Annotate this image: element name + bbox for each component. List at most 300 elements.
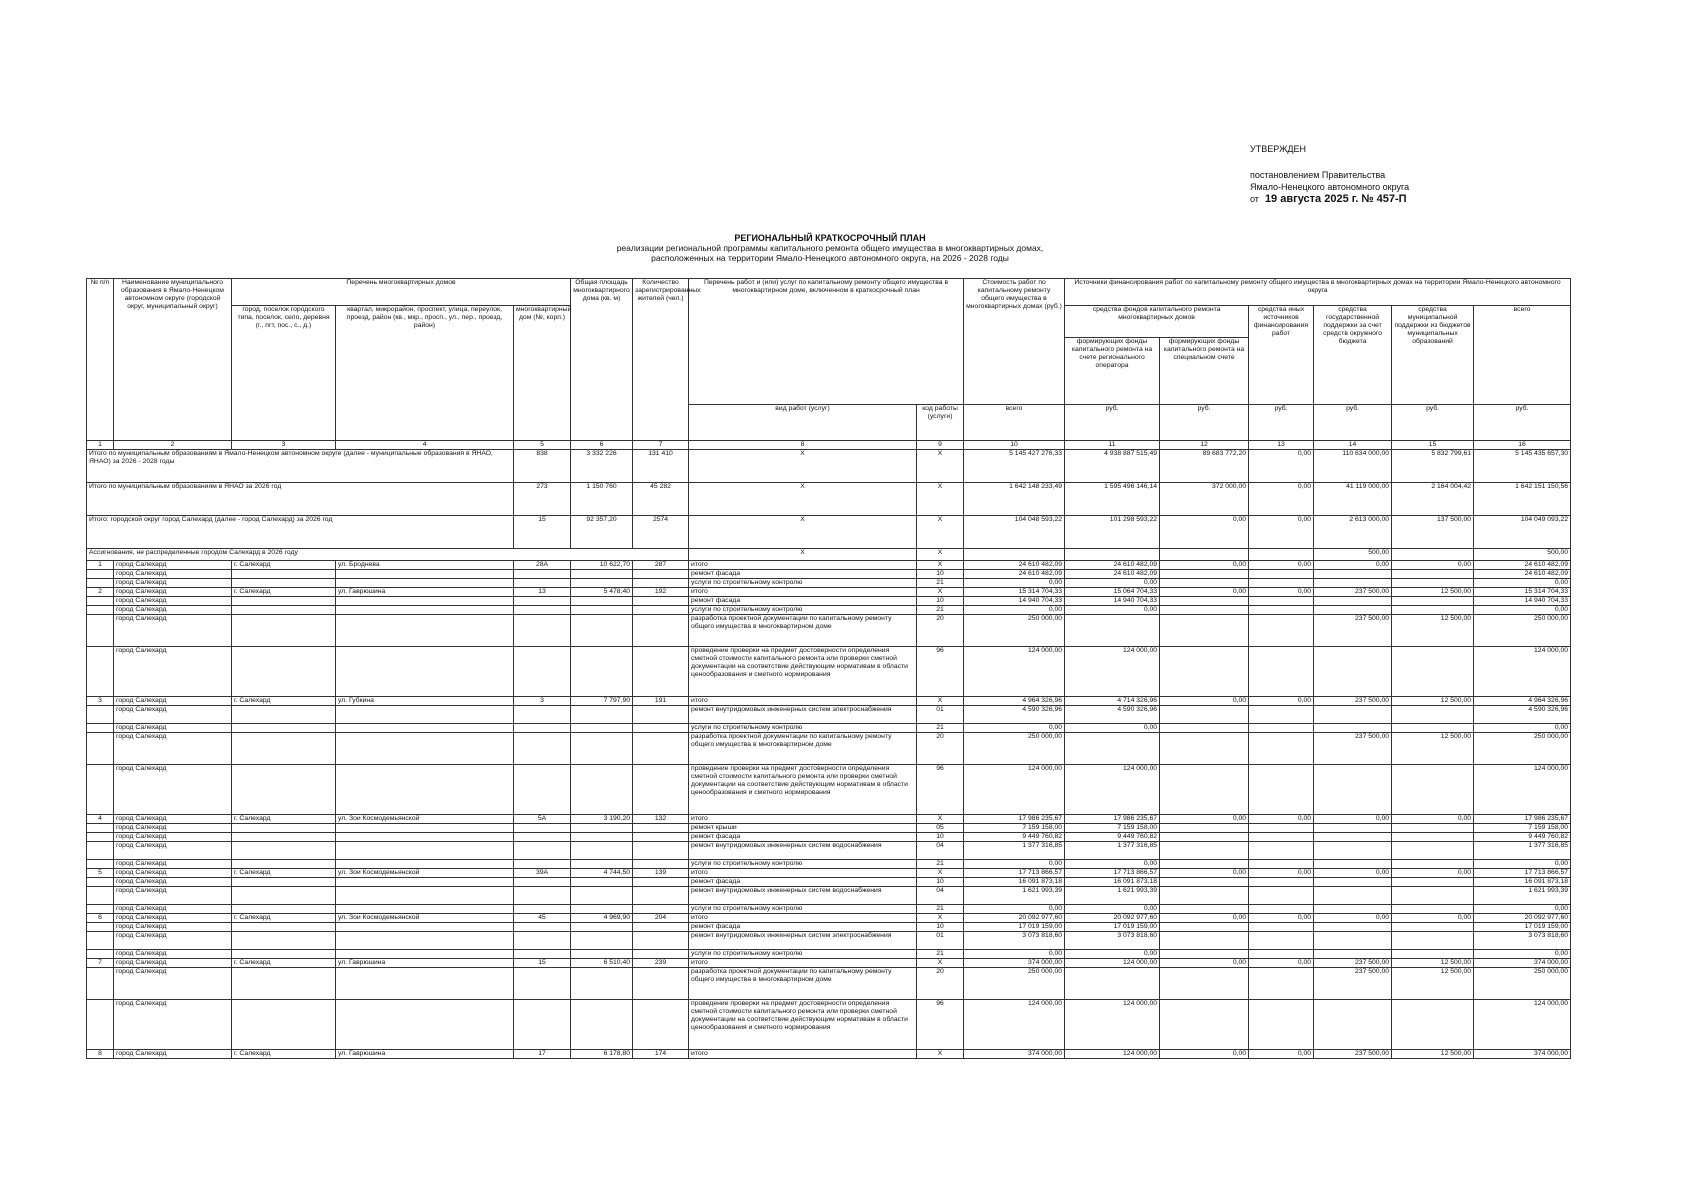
row-regop: 0,00 [1065,950,1160,959]
row-work-type: итого [689,588,917,597]
row-city [232,833,336,842]
row-municipal [1392,706,1474,724]
row-special [1160,765,1249,815]
row-house-number [514,923,571,932]
house-total-row [87,588,1571,597]
approval-block [1250,143,1409,205]
row-city: г. Салехард [232,815,336,824]
approval-title: УТВЕРЖДЕН [1250,144,1307,154]
row-number: 4 [87,815,114,824]
row-regop: 20 092 977,60 [1065,914,1160,923]
summary-work: Х [689,516,917,549]
row-street [336,570,514,579]
row-number [87,887,114,905]
row-work-code: Х [917,959,964,968]
row-total: 250 000,00 [1474,968,1571,1000]
row-city [232,606,336,615]
row-regop: 14 940 704,33 [1065,597,1160,606]
row-other: 0,00 [1249,914,1314,923]
row-cost: 0,00 [964,860,1065,869]
row-municipality: город Салехард [114,647,232,697]
row-city [232,570,336,579]
row-state [1314,842,1392,860]
row-house-number [514,905,571,914]
row-regop: 0,00 [1065,905,1160,914]
row-city [232,765,336,815]
row-total: 0,00 [1474,606,1571,615]
work-row [87,950,1571,959]
row-number [87,968,114,1000]
row-number [87,733,114,765]
row-state [1314,923,1392,932]
row-special [1160,968,1249,1000]
row-municipal [1392,824,1474,833]
document-title: РЕГИОНАЛЬНЫЙ КРАТКОСРОЧНЫЙ ПЛАН [734,233,926,243]
row-street [336,615,514,647]
row-state: 237 500,00 [1314,588,1392,597]
row-number [87,606,114,615]
row-work-code: 01 [917,932,964,950]
table-body [87,450,1571,1059]
row-municipality: город Салехард [114,1050,232,1059]
row-municipal [1392,878,1474,887]
row-total: 0,00 [1474,579,1571,588]
row-street [336,860,514,869]
row-house-number [514,570,571,579]
row-residents [633,905,689,914]
row-municipality: город Салехард [114,706,232,724]
row-street [336,833,514,842]
row-municipality: город Салехард [114,724,232,733]
summary-special: 372 000,00 [1160,483,1249,516]
row-other: 0,00 [1249,815,1314,824]
row-regop: 4 590 326,96 [1065,706,1160,724]
row-area [571,706,633,724]
row-municipal [1392,932,1474,950]
approval-date-value: 19 августа 2025 г. № 457-П [1264,193,1407,205]
col-sources-header: Источники финансирования работ по капитальному ремонту общего имущества в многоквартирных домах на территории Ямало-Ненецкого автономного округа [1065,279,1571,306]
approval-date-prefix: от [1250,194,1259,204]
row-other [1249,878,1314,887]
row-work-type: ремонт фасада [689,597,917,606]
row-other [1249,950,1314,959]
work-row [87,724,1571,733]
row-regop: 4 714 326,96 [1065,697,1160,706]
row-city: г. Салехард [232,1050,336,1059]
row-work-type: итого [689,869,917,878]
row-state [1314,765,1392,815]
row-work-type: ремонт фасада [689,833,917,842]
work-row [87,606,1571,615]
col-work-type-header: вид работ (услуг) [689,405,917,441]
row-regop: 124 000,00 [1065,1050,1160,1059]
summary-row [87,483,1571,516]
row-total: 0,00 [1474,724,1571,733]
row-house-number [514,597,571,606]
row-municipality: город Салехард [114,606,232,615]
column-number: 15 [1392,441,1474,450]
row-work-type: ремонт крыши [689,824,917,833]
row-area [571,932,633,950]
row-regop: 124 000,00 [1065,1000,1160,1050]
row-regop: 1 377 316,85 [1065,842,1160,860]
row-work-type: услуги по строительному контролю [689,579,917,588]
row-special: 0,00 [1160,869,1249,878]
row-cost: 20 092 977,60 [964,914,1065,923]
row-work-code: Х [917,1050,964,1059]
row-city: г. Салехард [232,561,336,570]
row-house-number [514,733,571,765]
row-house-number [514,887,571,905]
row-regop [1065,733,1160,765]
summary-municipal: 5 832 799,61 [1392,450,1474,483]
row-residents [633,606,689,615]
work-row [87,878,1571,887]
row-other: 0,00 [1249,697,1314,706]
row-work-type: итого [689,1050,917,1059]
row-state [1314,570,1392,579]
row-special [1160,950,1249,959]
row-municipality: город Салехард [114,869,232,878]
row-residents: 204 [633,914,689,923]
row-total: 15 314 704,33 [1474,588,1571,597]
row-city [232,706,336,724]
row-number [87,833,114,842]
work-row [87,842,1571,860]
row-number [87,615,114,647]
column-number: 13 [1249,441,1314,450]
row-street [336,878,514,887]
col-owners-funds-header: средства фондов капитального ремонта многоквартирных домов [1065,306,1249,338]
summary-code: Х [917,516,964,549]
row-work-code: 96 [917,765,964,815]
row-residents [633,923,689,932]
row-work-type: итого [689,561,917,570]
summary-regop: 1 595 496 146,14 [1065,483,1160,516]
column-number: 16 [1474,441,1571,450]
row-area: 10 622,70 [571,561,633,570]
row-area [571,824,633,833]
row-house-number [514,724,571,733]
row-city [232,950,336,959]
row-work-type: разработка проектной документации по капитальному ремонту общего имущества в многоквартирном доме [689,615,917,647]
assignment-total: 500,00 [1474,549,1571,561]
row-special: 0,00 [1160,697,1249,706]
row-city [232,615,336,647]
col-num-header: № п/п [87,279,114,441]
row-residents [633,968,689,1000]
house-total-row [87,815,1571,824]
row-municipality: город Салехард [114,959,232,968]
row-regop: 0,00 [1065,860,1160,869]
row-work-code: 10 [917,923,964,932]
row-special: 0,00 [1160,815,1249,824]
row-municipal [1392,905,1474,914]
row-state [1314,950,1392,959]
row-residents: 174 [633,1050,689,1059]
row-area [571,733,633,765]
row-area: 6 510,40 [571,959,633,968]
row-house-number: 3 [514,697,571,706]
row-total: 4 964 326,96 [1474,697,1571,706]
row-state: 237 500,00 [1314,1050,1392,1059]
row-work-code: 04 [917,842,964,860]
row-total: 14 940 704,33 [1474,597,1571,606]
row-work-code: 05 [917,824,964,833]
row-other [1249,860,1314,869]
row-street: ул. Гаврюшина [336,588,514,597]
row-cost: 250 000,00 [964,968,1065,1000]
row-house-number [514,860,571,869]
row-state: 237 500,00 [1314,697,1392,706]
row-municipality: город Салехард [114,588,232,597]
row-city [232,824,336,833]
row-city: г. Салехард [232,914,336,923]
row-street [336,905,514,914]
row-special [1160,923,1249,932]
row-regop: 16 091 873,18 [1065,878,1160,887]
col-state-unit: руб. [1314,405,1392,441]
summary-state: 41 119 000,00 [1314,483,1392,516]
row-total: 250 000,00 [1474,615,1571,647]
row-cost: 14 940 704,33 [964,597,1065,606]
house-total-row [87,959,1571,968]
row-area [571,860,633,869]
row-special: 0,00 [1160,561,1249,570]
row-work-type: ремонт фасада [689,878,917,887]
row-residents [633,597,689,606]
column-number: 14 [1314,441,1392,450]
row-work-code: 21 [917,579,964,588]
row-municipal [1392,647,1474,697]
row-house-number [514,878,571,887]
row-special [1160,706,1249,724]
row-work-type: разработка проектной документации по капитальному ремонту общего имущества в многоквартирном доме [689,968,917,1000]
row-residents [633,724,689,733]
col-cost-header: Стоимость работ по капитальному ремонту общего имущества в многоквартирных домах (руб.) [964,279,1065,405]
col-other-header: средства иных источников финансирования работ [1249,306,1314,405]
row-work-code: 96 [917,647,964,697]
row-other [1249,842,1314,860]
column-number: 10 [964,441,1065,450]
row-total: 0,00 [1474,950,1571,959]
row-area [571,887,633,905]
assignment-cost [964,549,1065,561]
summary-municipal: 137 500,00 [1392,516,1474,549]
row-street [336,824,514,833]
column-number: 4 [336,441,514,450]
row-special [1160,579,1249,588]
row-municipality: город Салехард [114,579,232,588]
row-regop: 124 000,00 [1065,959,1160,968]
col-works-header: Перечень работ и (или) услуг по капитальному ремонту общего имущества в многоквартирном доме, включенном в краткосрочный план [689,279,964,405]
row-street [336,733,514,765]
row-area [571,842,633,860]
row-city [232,878,336,887]
row-number: 3 [87,697,114,706]
col-area-header: Общая площадь многоквартирного дома (кв. м) [571,279,633,441]
summary-regop: 101 298 593,22 [1065,516,1160,549]
house-total-row [87,561,1571,570]
row-municipal [1392,597,1474,606]
row-total: 3 073 818,60 [1474,932,1571,950]
row-number: 2 [87,588,114,597]
row-regop: 24 610 482,09 [1065,570,1160,579]
row-area: 3 190,20 [571,815,633,824]
row-number: 1 [87,561,114,570]
row-cost: 9 449 760,82 [964,833,1065,842]
row-special [1160,615,1249,647]
document-title-block [430,233,1230,263]
row-area [571,765,633,815]
row-city [232,923,336,932]
row-street: ул. Зои Космодемьянской [336,869,514,878]
row-house-number: 45 [514,914,571,923]
row-house-number: 15 [514,959,571,968]
row-residents [633,833,689,842]
row-house-number [514,615,571,647]
row-house-number: 17 [514,1050,571,1059]
row-work-type: итого [689,914,917,923]
row-work-code: 21 [917,950,964,959]
row-cost: 17 986 235,67 [964,815,1065,824]
work-row [87,647,1571,697]
row-house-number [514,765,571,815]
row-work-code: Х [917,914,964,923]
summary-houses: 838 [514,450,571,483]
col-regop-header: формирующих фонды капитального ремонта на счете регионального оператора [1065,338,1160,405]
row-work-code: Х [917,697,964,706]
row-municipal: 12 500,00 [1392,968,1474,1000]
row-cost: 0,00 [964,606,1065,615]
summary-area: 3 332 226 [571,450,633,483]
summary-residents: 131 410 [633,450,689,483]
row-street [336,606,514,615]
row-state [1314,579,1392,588]
row-municipal: 12 500,00 [1392,588,1474,597]
assignment-special [1160,549,1249,561]
row-number [87,923,114,932]
row-state: 0,00 [1314,561,1392,570]
row-work-code: 20 [917,615,964,647]
row-street: ул. Гаврюшина [336,959,514,968]
row-state [1314,887,1392,905]
row-other [1249,647,1314,697]
row-special [1160,932,1249,950]
row-regop: 0,00 [1065,606,1160,615]
row-house-number: 13 [514,588,571,597]
row-municipal: 12 500,00 [1392,959,1474,968]
row-work-type: проведение проверки на предмет достоверности определения сметной стоимости капитального ремонта или проверки сметной документации на соответствие действующим нормативам в области ценообразования и сметного нормирования [689,647,917,697]
row-municipality: город Салехард [114,765,232,815]
row-residents [633,824,689,833]
row-residents [633,733,689,765]
house-total-row [87,914,1571,923]
column-number: 12 [1160,441,1249,450]
row-other [1249,706,1314,724]
row-municipal: 0,00 [1392,914,1474,923]
row-house-number: 39А [514,869,571,878]
row-work-code: 10 [917,833,964,842]
row-work-code: 20 [917,968,964,1000]
approval-date [1250,193,1409,205]
row-area [571,615,633,647]
col-residents-header: Количество зарегистрированных жителей (чел.) [633,279,689,441]
row-city [232,733,336,765]
row-area: 4 744,50 [571,869,633,878]
row-number [87,950,114,959]
work-row [87,932,1571,950]
row-cost: 17 019 159,00 [964,923,1065,932]
row-residents [633,579,689,588]
summary-total: 1 642 151 150,56 [1474,483,1571,516]
row-state: 237 500,00 [1314,615,1392,647]
row-total: 0,00 [1474,905,1571,914]
row-regop [1065,615,1160,647]
row-city: г. Салехард [232,697,336,706]
row-area: 6 178,80 [571,1050,633,1059]
col-street-header: квартал, микрорайон, проспект, улица, переулок, проезд, район (кв., мкр., просп., ул., пер., проезд, район) [336,306,514,441]
row-area [571,724,633,733]
row-work-code: 21 [917,905,964,914]
col-total-unit: руб. [1474,405,1571,441]
row-cost: 0,00 [964,579,1065,588]
work-row [87,923,1571,932]
row-residents [633,706,689,724]
row-street: ул. Броднева [336,561,514,570]
work-row [87,570,1571,579]
row-area [571,597,633,606]
row-number [87,647,114,697]
row-municipal [1392,1000,1474,1050]
approval-line1: постановлением Правительства [1250,170,1386,180]
column-number: 1 [87,441,114,450]
row-other [1249,905,1314,914]
row-house-number [514,932,571,950]
row-residents [633,887,689,905]
row-special [1160,878,1249,887]
row-special [1160,905,1249,914]
row-other [1249,1000,1314,1050]
work-row [87,968,1571,1000]
row-city [232,842,336,860]
row-street [336,765,514,815]
summary-special: 0,00 [1160,516,1249,549]
row-municipality: город Салехард [114,733,232,765]
approval-line2: Ямало-Ненецкого автономного округа [1250,182,1410,192]
row-municipal [1392,724,1474,733]
row-total: 124 000,00 [1474,647,1571,697]
row-work-code: 21 [917,860,964,869]
row-cost: 250 000,00 [964,615,1065,647]
house-total-row [87,1050,1571,1059]
row-total: 7 159 158,00 [1474,824,1571,833]
row-municipality: город Салехард [114,570,232,579]
row-residents: 139 [633,869,689,878]
row-cost: 374 000,00 [964,959,1065,968]
row-special: 0,00 [1160,914,1249,923]
col-houses-header: Перечень многоквартирных домов [232,279,571,306]
row-work-type: итого [689,959,917,968]
row-special [1160,887,1249,905]
row-residents: 287 [633,561,689,570]
row-cost: 124 000,00 [964,765,1065,815]
row-work-type: разработка проектной документации по капитальному ремонту общего имущества в многоквартирном доме [689,733,917,765]
row-other: 0,00 [1249,561,1314,570]
col-other-unit: руб. [1249,405,1314,441]
summary-label: Итого: городской округ город Салехард (далее - город Салехард) за 2026 год [87,516,514,549]
row-total: 124 000,00 [1474,1000,1571,1050]
